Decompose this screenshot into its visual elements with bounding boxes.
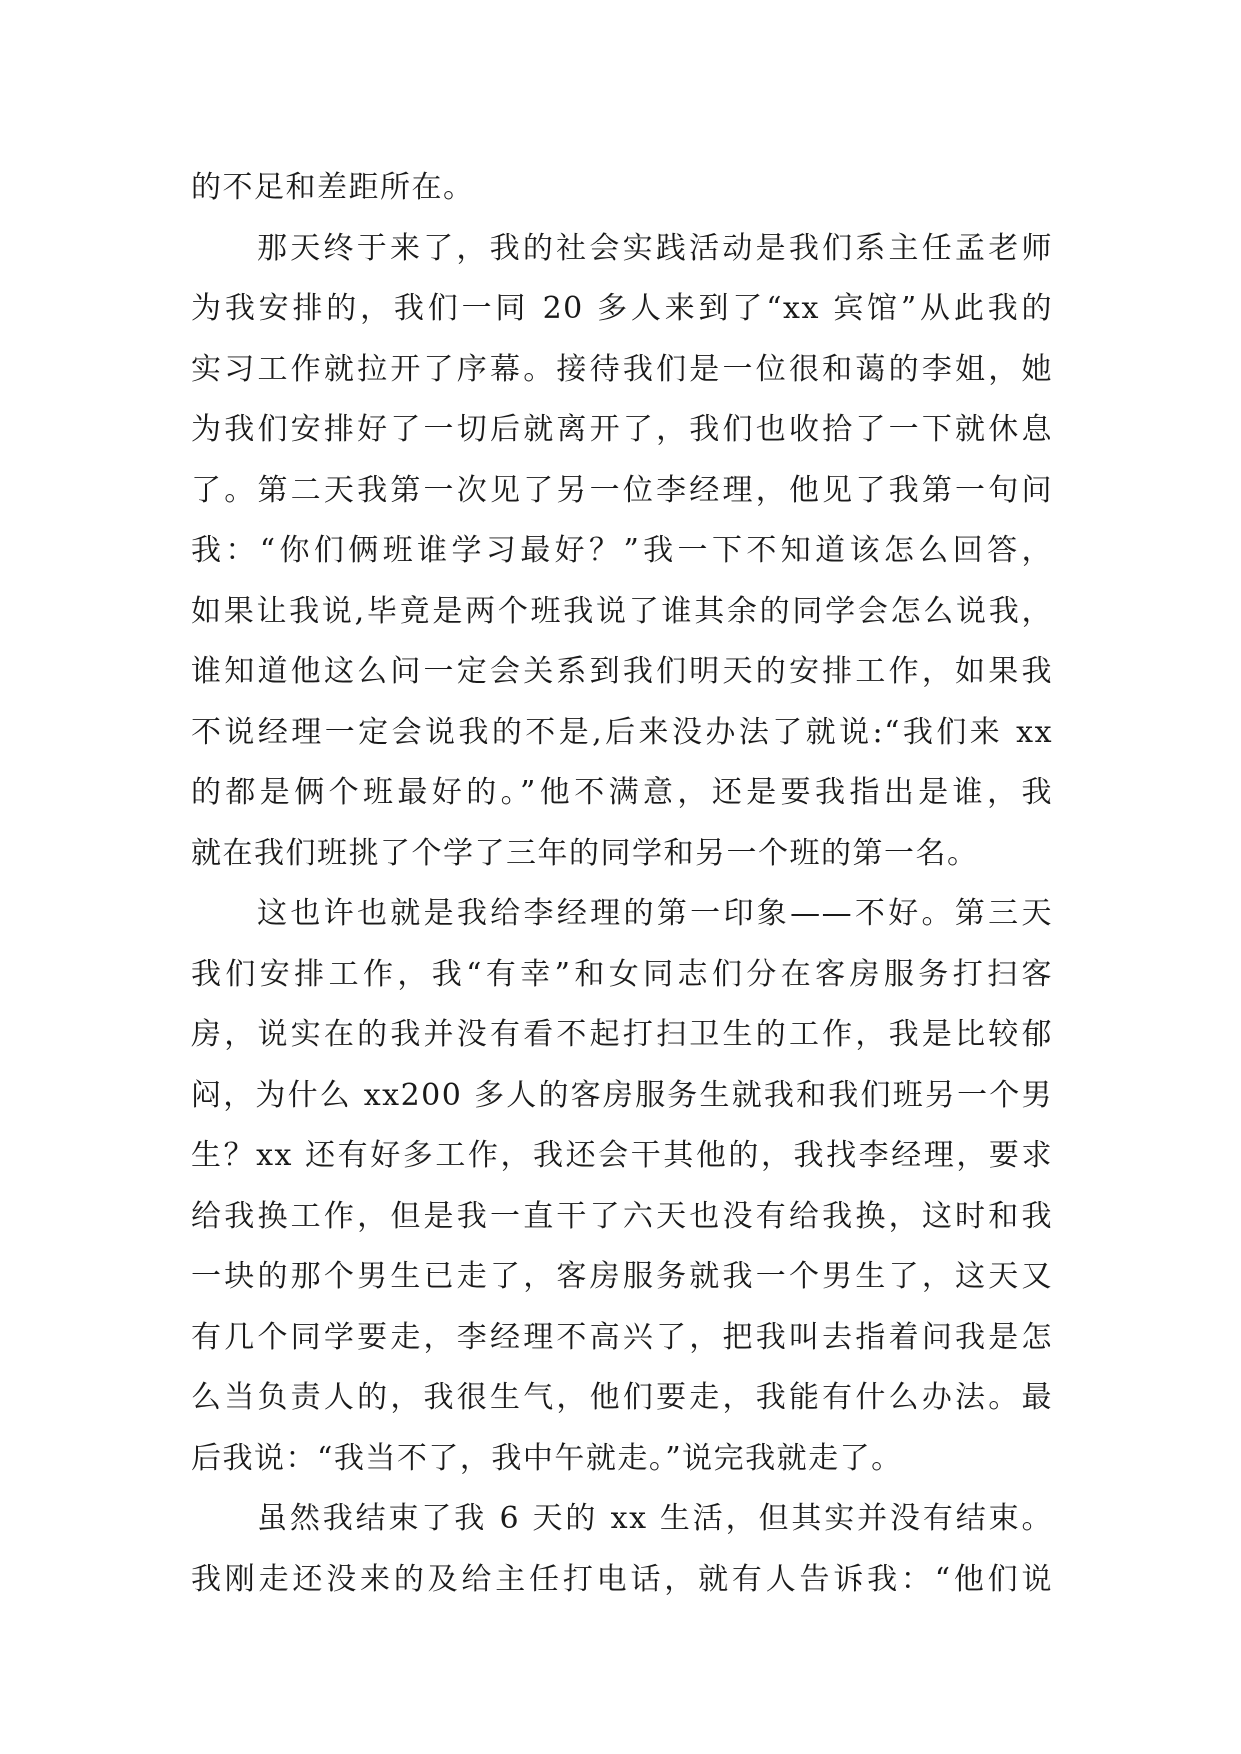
text-line: 我刚走还没来的及给主任打电话，就有人告诉我：“他们说 [191,1561,1053,1597]
text-line: 闷，为什么 xx200 多人的客房服务生就我和我们班另一个男 [191,1077,1053,1113]
text-line: 为我安排的，我们一同 20 多人来到了“xx 宾馆”从此我的 [191,291,1053,326]
text-line: 不说经理一定会说我的不是,后来没办法了就说:“我们来 xx [191,714,1053,750]
text-line: 我们安排工作，我“有幸”和女同志们分在客房服务打扫客 [191,956,1053,992]
text-line: 谁知道他这么问一定会关系到我们明天的安排工作，如果我 [191,654,1053,689]
body-text [191,158,1053,1610]
text-line: 了。第二天我第一次见了另一位李经理，他见了我第一句问 [191,472,1053,508]
text-line: 这也许也就是我给李经理的第一印象——不好。第三天 [257,896,1053,931]
text-line: 实习工作就拉开了序幕。接待我们是一位很和蔼的李姐，她 [191,351,1053,387]
text-line: 就在我们班挑了个学了三年的同学和另一个班的第一名。 [191,835,979,871]
text-line: 如果让我说,毕竟是两个班我说了谁其余的同学会怎么说我， [191,593,1053,629]
text-line: 的不足和差距所在。 [191,170,475,205]
text-line: 生？xx 还有好多工作，我还会干其他的，我找李经理，要求 [191,1138,1053,1173]
text-line: 为我们安排好了一切后就离开了，我们也收拾了一下就休息 [191,412,1053,447]
text-line: 后我说：“我当不了，我中午就走。”说完我就走了。 [191,1440,903,1476]
text-line: 房，说实在的我并没有看不起打扫卫生的工作，我是比较郁 [191,1017,1053,1052]
text-line: 么当负责人的，我很生气，他们要走，我能有什么办法。最 [191,1380,1053,1415]
text-line: 虽然我结束了我 6 天的 xx 生活，但其实并没有结束。 [257,1501,1053,1536]
text-line: 一块的那个男生已走了，客房服务就我一个男生了，这天又 [191,1259,1053,1294]
text-line: 的都是俩个班最好的。”他不满意，还是要我指出是谁，我 [191,775,1053,810]
text-line: 有几个同学要走，李经理不高兴了，把我叫去指着问我是怎 [191,1319,1053,1355]
text-line: 给我换工作，但是我一直干了六天也没有给我换，这时和我 [191,1198,1053,1234]
text-line: 我：“你们俩班谁学习最好？”我一下不知道该怎么回答， [191,533,1053,568]
text-line: 那天终于来了，我的社会实践活动是我们系主任孟老师 [257,230,1053,266]
